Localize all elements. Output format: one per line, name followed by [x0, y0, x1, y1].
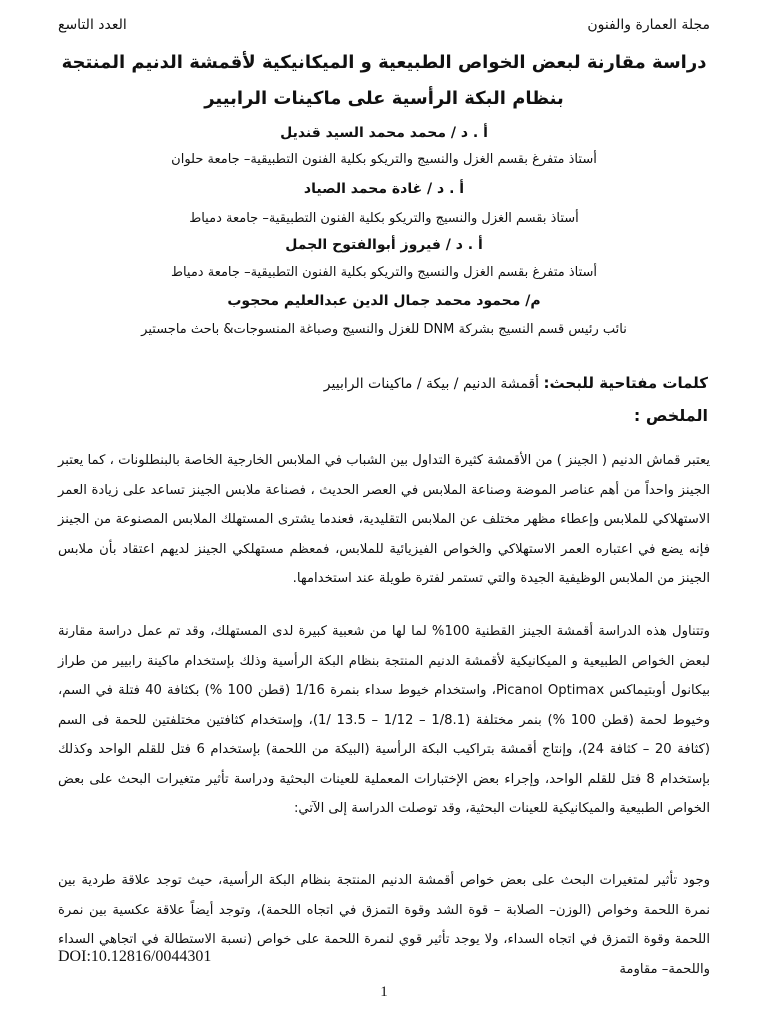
journal-name: مجلة العمارة والفنون — [587, 17, 710, 33]
keywords — [324, 374, 708, 392]
paper-title-line-2: بنظام البكة الرأسية على ماكينات الرابيير — [204, 88, 564, 109]
author-name: أ . د / غادة محمد الصياد — [303, 181, 465, 197]
abstract-heading: الملخص : — [633, 406, 708, 425]
abstract-paragraph: وتتناول هذه الدراسة أقمشة الجينز القطنية 100% لما لها من شعبية كبيرة لدى المستهلك، وقد تم عمل دراسة مقارنة لبعض الخواص الطبيعية و الميكانيكية لأقمشة الدنيم المنتجة بنظام البكة الرأسية وذلك بإستخدام ماكينة رابيير من طراز بيكانول أوبتيماكس Picanol Optimax، واستخدام خيوط سداء بنمرة 1/16 (قطن 100 %) بكثافة 40 فتلة في السم، وخيوط لحمة (قطن 100 %) بنمر مختلفة (1/8.1 – 1/12 – 13.5 /1)، وإستخدام كثافتين مختلفتين للحمة فى السم (كثافة 20 – كثافة 24)، وإنتاج أقمشة بتراكيب البكة الرأسية (البيكة من اللحمة) بإستخدام 6 فتل للقلم الواحد وكذلك بإستخدام 8 فتل للقلم الواحد، وإجراء بعض الإختبارات المعملية للعينات البحثية ودراسة تأثير متغيرات البحث على بعض الخواص الطبيعية والميكانيكية للعينات البحثية، وقد توصلت الدراسة إلى الآتي: — [58, 624, 711, 816]
keywords-value: أقمشة الدنيم / بيكة / ماكينات الرابيير — [323, 376, 544, 392]
author-name: أ . د / فيروز أبوالفتوح الجمل — [285, 237, 483, 253]
paper-title-line-1: دراسة مقارنة لبعض الخواص الطبيعية و الميكانيكية لأقمشة الدنيم المنتجة — [61, 52, 707, 73]
author-affiliation: أستاذ متفرغ بقسم الغزل والنسيج والتريكو بكلية الفنون التطبيقية– جامعة دمياط — [170, 265, 598, 280]
issue-label: العدد التاسع — [58, 17, 127, 33]
author-affiliation: أستاذ بقسم الغزل والنسيج والتريكو بكلية الفنون التطبيقية– جامعة دمياط — [189, 211, 579, 226]
abstract-paragraph: وجود تأثير لمتغيرات البحث على بعض خواص أقمشة الدنيم المنتجة بنظام البكة الرأسية، حيث توجد علاقة طردية بين نمرة اللحمة وخواص (الوزن– الصلابة – قوة الشد وقوة التمزق في اتجاه اللحمة)، وتوجد أيضاً علاقة عكسية بين نمرة اللحمة وقوة التمزق في اتجاه السداء، ولا يوجد تأثير قوي لنمرة اللحمة على خواص (نسبة الاستطالة في اتجاهي السداء واللحمة– مقاومة — [58, 873, 710, 977]
keywords-label: كلمات مفتاحية للبحث: — [543, 374, 708, 392]
page-number: 1 — [380, 984, 388, 1000]
author-affiliation: أستاذ متفرغ بقسم الغزل والنسيج والتريكو بكلية الفنون التطبيقية– جامعة حلوان — [171, 152, 597, 167]
author-name: م/ محمود محمد جمال الدين عبدالعليم محجوب — [227, 293, 541, 309]
doi: DOI:10.12816/0044301 — [58, 948, 212, 965]
author-affiliation: نائب رئيس قسم النسيج بشركة DNM للغزل والنسيج وصباغة المنسوجات& باحث ماجستير — [141, 322, 627, 337]
author-name: أ . د / محمد محمد السيد قنديل — [280, 125, 488, 141]
abstract-paragraph: يعتبر قماش الدنيم ( الجينز ) من الأقمشة كثيرة التداول بين الشباب في الملابس الخارجية الخاصة بالبنطلونات ، كما يعتبر الجينز واحداً من أهم عناصر الموضة وصناعة الملابس في العصر الحديث ، فصناعة ملابس الجينز تساعد على زيادة العمر الاستهلاكي للملابس وإعطاء مظهر مختلف عن الملابس التقليدية، فعندما يشترى المستهلك الملابس المصنوعة من الجينز فإنه يضع في اعتباره العمر الاستهلاكي والخواص الفيزيائية للملابس، فمعظم مستهلكي الجينز لديهم اعتقاد بأن ملابس الجينز من الملابس الوظيفية الجيدة والتي تستمر لفترة طويلة عند استخدامها. — [58, 453, 710, 586]
